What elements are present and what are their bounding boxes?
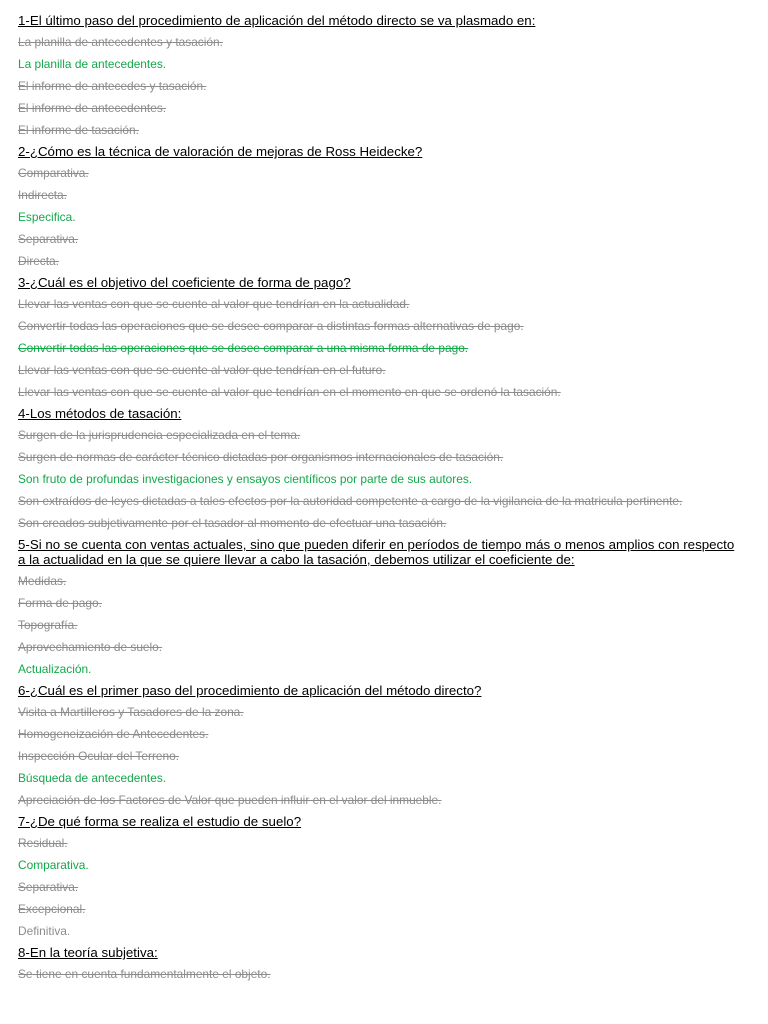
answer-option: Residual. xyxy=(18,836,68,850)
question-text: 4-Los métodos de tasación: xyxy=(18,406,182,421)
answer-option: Se tiene en cuenta fundamentalmente el objeto. xyxy=(18,967,271,981)
answer-option: El informe de tasación. xyxy=(18,123,139,137)
answer-option: Son creados subjetivamente por el tasador al momento de efectuar una tasación. xyxy=(18,516,447,530)
answer-option: Indirecta. xyxy=(18,188,67,202)
correct-answer-option: Comparativa. xyxy=(18,858,89,872)
answer-option: Llevar las ventas con que se cuente al valor que tendrían en el futuro. xyxy=(18,363,386,377)
answer-option: Medidas. xyxy=(18,574,67,588)
question-text: 7-¿De qué forma se realiza el estudio de suelo? xyxy=(18,814,302,829)
answer-option: Comparativa. xyxy=(18,166,89,180)
answer-option: Convertir todas las operaciones que se desee comparar a distintas formas alternativas de pago. xyxy=(18,319,524,333)
answer-option: Excepcional. xyxy=(18,902,86,916)
quiz-document xyxy=(18,10,738,985)
correct-answer-option: Actualización. xyxy=(18,662,92,676)
question-block xyxy=(18,811,738,942)
correct-answer-option: Especifica. xyxy=(18,210,76,224)
question-block xyxy=(18,10,738,141)
question-block xyxy=(18,403,738,534)
question-block xyxy=(18,534,738,680)
correct-answer-option: Búsqueda de antecedentes. xyxy=(18,771,167,785)
answer-option: Llevar las ventas con que se cuente al valor que tendrían en el momento en que se ordenó la tasación. xyxy=(18,385,561,399)
answer-option: Son extraídos de leyes dictadas a tales efectos por la autoridad competente a cargo de la vigilancia de la matricula pertinente. xyxy=(18,494,683,508)
answer-option: Forma de pago. xyxy=(18,596,102,610)
correct-answer-option: Son fruto de profundas investigaciones y ensayos científicos por parte de sus autores. xyxy=(18,472,473,486)
answer-option: Aprovechamiento de suelo. xyxy=(18,640,163,654)
question-block xyxy=(18,942,738,985)
answer-option: Visita a Martilleros y Tasadores de la zona. xyxy=(18,705,244,719)
question-text: 8-En la teoría subjetiva: xyxy=(18,945,158,960)
answer-option: Separativa. xyxy=(18,232,79,246)
answer-option: Surgen de la jurisprudencia especializada en el tema. xyxy=(18,428,301,442)
question-block xyxy=(18,141,738,272)
answer-option: Homogeneización de Antecedentes. xyxy=(18,727,209,741)
question-text: 2-¿Cómo es la técnica de valoración de mejoras de Ross Heidecke? xyxy=(18,144,423,159)
answer-option: Separativa. xyxy=(18,880,79,894)
answer-option: Surgen de normas de carácter técnico dictadas por organismos internacionales de tasación. xyxy=(18,450,504,464)
answer-option: Directa. xyxy=(18,254,59,268)
question-text: 5-Si no se cuenta con ventas actuales, sino que pueden diferir en períodos de tiempo más o menos amplios con respecto a la actualidad en la que se quiere llevar a cabo la tasación, debemos utilizar el coeficiente de: xyxy=(18,537,735,567)
answer-option: Inspección Ocular del Terreno. xyxy=(18,749,180,763)
correct-answer-option: La planilla de antecedentes. xyxy=(18,57,167,71)
answer-option: Apreciación de los Factores de Valor que pueden influir en el valor del inmueble. xyxy=(18,793,442,807)
question-block xyxy=(18,680,738,811)
question-text: 6-¿Cuál es el primer paso del procedimiento de aplicación del método directo? xyxy=(18,683,482,698)
correct-answer-option: Convertir todas las operaciones que se desee comparar a una misma forma de pago. xyxy=(18,341,469,355)
answer-option: El informe de antecedes y tasación. xyxy=(18,79,207,93)
question-text: 3-¿Cuál es el objetivo del coeficiente de forma de pago? xyxy=(18,275,351,290)
question-text: 1-El último paso del procedimiento de aplicación del método directo se va plasmado en: xyxy=(18,13,536,28)
answer-option: Definitiva. xyxy=(18,924,71,938)
answer-option: La planilla de antecedentes y tasación. xyxy=(18,35,223,49)
answer-option: Llevar las ventas con que se cuente al valor que tendrían en la actualidad. xyxy=(18,297,410,311)
answer-option: Topografía. xyxy=(18,618,78,632)
question-block xyxy=(18,272,738,403)
answer-option: El informe de antecedentes. xyxy=(18,101,167,115)
